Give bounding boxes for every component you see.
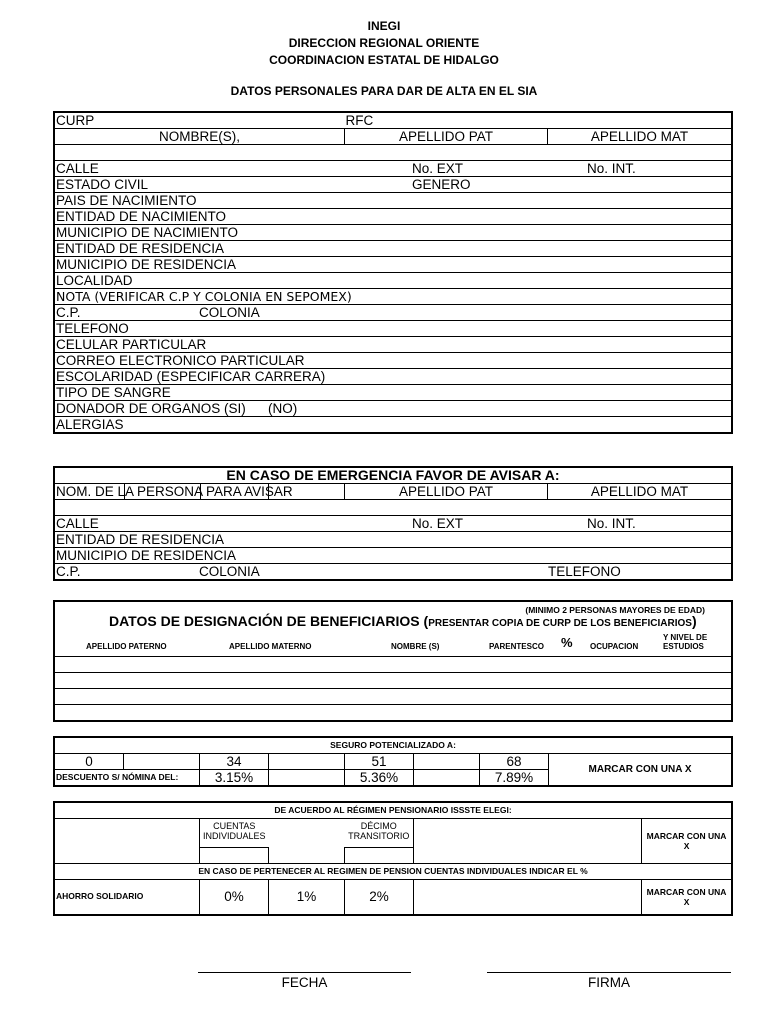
cp-label: C.P. <box>56 305 81 320</box>
emergency-telefono-label: TELEFONO <box>548 564 621 579</box>
beneficiaries-title-main: DATOS DE DESIGNACIÓN DE BENEFICIARIOS ( <box>109 613 429 629</box>
personal-data-table <box>54 112 732 433</box>
insurance-percent-1: 3.15% <box>200 770 269 786</box>
pension-indicar-label: EN CASO DE PERTENECER AL REGIMEN DE PENSION CUENTAS INDIVIDUALES INDICAR EL % <box>55 863 732 879</box>
col-nivel-estudios: Y NIVEL DE ESTUDIOS <box>663 633 708 651</box>
celular-row[interactable]: CELULAR PARTICULAR <box>55 337 732 353</box>
entidad-nacimiento-row[interactable]: ENTIDAD DE NACIMIENTO <box>55 209 732 225</box>
emergency-address-row[interactable] <box>55 516 732 532</box>
header-coordinacion: COORDINACION ESTATAL DE HIDALGO <box>269 53 499 67</box>
fecha-label: FECHA <box>281 975 328 990</box>
pension-spacer-right <box>414 879 642 914</box>
emergency-title: EN CASO DE EMERGENCIA FAVOR DE AVISAR A: <box>55 468 732 484</box>
firma-line[interactable] <box>487 972 731 973</box>
municipio-residencia-row[interactable]: MUNICIPIO DE RESIDENCIA <box>55 257 732 273</box>
name-entry-row[interactable] <box>55 145 732 161</box>
insurance-table <box>54 737 732 786</box>
pension-marcar-label: MARCAR CON UNA X <box>642 819 732 864</box>
beneficiaries-title-small: PRESENTAR COPIA DE CURP DE LOS BENEFICIARIOS <box>428 618 692 629</box>
decimo-transitorio-checkbox[interactable] <box>345 847 414 863</box>
header-direccion: DIRECCION REGIONAL ORIENTE <box>288 36 480 50</box>
apellido-mat-label: APELLIDO MAT <box>548 129 732 145</box>
emergency-cp-row[interactable] <box>55 564 732 580</box>
col-parentesco: PARENTESCO <box>489 642 544 651</box>
emergency-apellido-mat-label: APELLIDO MAT <box>548 484 732 500</box>
ahorro-option-1[interactable]: 1% <box>269 879 345 914</box>
colonia-label: COLONIA <box>199 305 260 320</box>
header-inegi: INEGI <box>367 19 401 33</box>
emergency-entidad-row[interactable]: ENTIDAD DE RESIDENCIA <box>55 532 732 548</box>
emergency-nombre-label: NOM. DE LA PERSONA PARA AVISAR <box>56 484 293 499</box>
escolaridad-row[interactable]: ESCOLARIDAD (ESPECIFICAR CARRERA) <box>55 369 732 385</box>
beneficiaries-table <box>54 601 732 721</box>
emergency-calle-label: CALLE <box>56 516 99 531</box>
pension-spacer <box>269 819 345 848</box>
insurance-title: SEGURO POTENCIALIZADO A: <box>55 738 732 754</box>
estado-civil-label: ESTADO CIVIL <box>56 177 149 192</box>
insurance-value-68: 68 <box>480 754 549 770</box>
pais-nacimiento-row[interactable]: PAIS DE NACIMIENTO <box>55 193 732 209</box>
insurance-value-51: 51 <box>345 754 414 770</box>
tipo-sangre-row[interactable]: TIPO DE SANGRE <box>55 385 732 401</box>
emergency-cp-label: C.P. <box>56 564 81 579</box>
beneficiaries-title-close: ) <box>691 613 697 629</box>
insurance-percent-3: 7.89% <box>480 770 549 786</box>
curp-label[interactable]: CURP <box>55 113 345 129</box>
correo-row[interactable]: CORREO ELECTRONICO PARTICULAR <box>55 353 732 369</box>
insurance-mark-0[interactable] <box>124 754 200 770</box>
beneficiaries-title <box>109 614 697 631</box>
divider <box>268 484 269 499</box>
decimo-transitorio-label: DÉCIMO TRANSITORIO <box>345 819 414 848</box>
beneficiaries-header <box>55 602 732 657</box>
pension-spacer-right <box>414 819 642 864</box>
entidad-residencia-row[interactable]: ENTIDAD DE RESIDENCIA <box>55 241 732 257</box>
divider <box>200 484 201 499</box>
page-title: DATOS PERSONALES PARA DAR DE ALTA EN EL SIA <box>230 84 538 98</box>
pension-empty-cell <box>55 819 200 848</box>
fecha-line[interactable] <box>198 972 411 973</box>
apellido-pat-label: APELLIDO PAT <box>345 129 548 145</box>
pension-table <box>54 802 732 915</box>
nota-row: NOTA (VERIFICAR C.P Y COLONIA EN SEPOMEX) <box>55 289 732 305</box>
genero-label: GENERO <box>412 177 471 192</box>
beneficiary-row[interactable] <box>55 689 732 705</box>
cuentas-individuales-checkbox[interactable] <box>200 847 269 863</box>
calle-label: CALLE <box>56 161 99 176</box>
divider <box>124 484 125 499</box>
emergency-no-int-label: No. INT. <box>587 516 636 531</box>
municipio-nacimiento-row[interactable]: MUNICIPIO DE NACIMIENTO <box>55 225 732 241</box>
insurance-percent-mark-2[interactable] <box>414 770 480 786</box>
beneficiaries-note: (MINIMO 2 PERSONAS MAYORES DE EDAD) <box>525 605 705 615</box>
ahorro-marcar-label: MARCAR CON UNA X <box>642 879 732 914</box>
ahorro-option-0[interactable]: 0% <box>200 879 269 914</box>
insurance-value-0: 0 <box>55 754 124 770</box>
col-apellido-materno: APELLIDO MATERNO <box>229 642 312 651</box>
pension-empty-cell <box>55 847 200 863</box>
insurance-mark-34[interactable] <box>269 754 345 770</box>
no-ext-label: No. EXT <box>412 161 464 176</box>
insurance-percent-2: 5.36% <box>345 770 414 786</box>
pension-spacer <box>269 847 345 863</box>
alergias-row[interactable]: ALERGIAS <box>55 417 732 433</box>
cuentas-individuales-label: CUENTAS INDIVIDUALES <box>200 819 269 848</box>
beneficiary-row[interactable] <box>55 705 732 721</box>
emergency-name-entry-row[interactable] <box>55 500 732 516</box>
col-nombre: NOMBRE (S) <box>391 642 440 651</box>
ahorro-option-2[interactable]: 2% <box>345 879 414 914</box>
donador-no-label: (NO) <box>268 401 298 416</box>
donador-si-label: DONADOR DE ORGANOS (SI) <box>56 401 246 416</box>
emergency-colonia-label: COLONIA <box>199 564 260 579</box>
insurance-marcar-label: MARCAR CON UNA X <box>549 754 732 786</box>
pension-title: DE ACUERDO AL RÉGIMEN PENSIONARIO ISSSTE ELEGI: <box>55 803 732 819</box>
cp-colonia-row[interactable] <box>55 305 732 321</box>
donador-row[interactable] <box>55 401 732 417</box>
firma-label: FIRMA <box>588 975 630 990</box>
descuento-label: DESCUENTO S/ NÓMINA DEL: <box>55 770 200 786</box>
col-apellido-paterno: APELLIDO PATERNO <box>86 642 167 651</box>
insurance-value-34: 34 <box>200 754 269 770</box>
rfc-label[interactable]: RFC <box>345 113 732 129</box>
insurance-percent-mark-1[interactable] <box>269 770 345 786</box>
localidad-row[interactable]: LOCALIDAD <box>55 273 732 289</box>
nombre-label: NOMBRE(S), <box>55 129 345 145</box>
emergency-nombre-cell <box>55 484 345 500</box>
col-percent: % <box>561 635 573 650</box>
emergency-municipio-row[interactable]: MUNICIPIO DE RESIDENCIA <box>55 548 732 564</box>
emergency-table <box>54 467 732 580</box>
emergency-no-ext-label: No. EXT <box>412 516 464 531</box>
ahorro-solidario-label: AHORRO SOLIDARIO <box>55 879 200 914</box>
beneficiary-row[interactable] <box>55 657 732 673</box>
telefono-row[interactable]: TELEFONO <box>55 321 732 337</box>
address-row[interactable] <box>55 161 732 177</box>
estado-civil-row[interactable] <box>55 177 732 193</box>
beneficiary-row[interactable] <box>55 673 732 689</box>
col-ocupacion: OCUPACION <box>590 642 639 651</box>
no-int-label: No. INT. <box>587 161 636 176</box>
emergency-apellido-pat-label: APELLIDO PAT <box>345 484 548 500</box>
insurance-mark-51[interactable] <box>414 754 480 770</box>
